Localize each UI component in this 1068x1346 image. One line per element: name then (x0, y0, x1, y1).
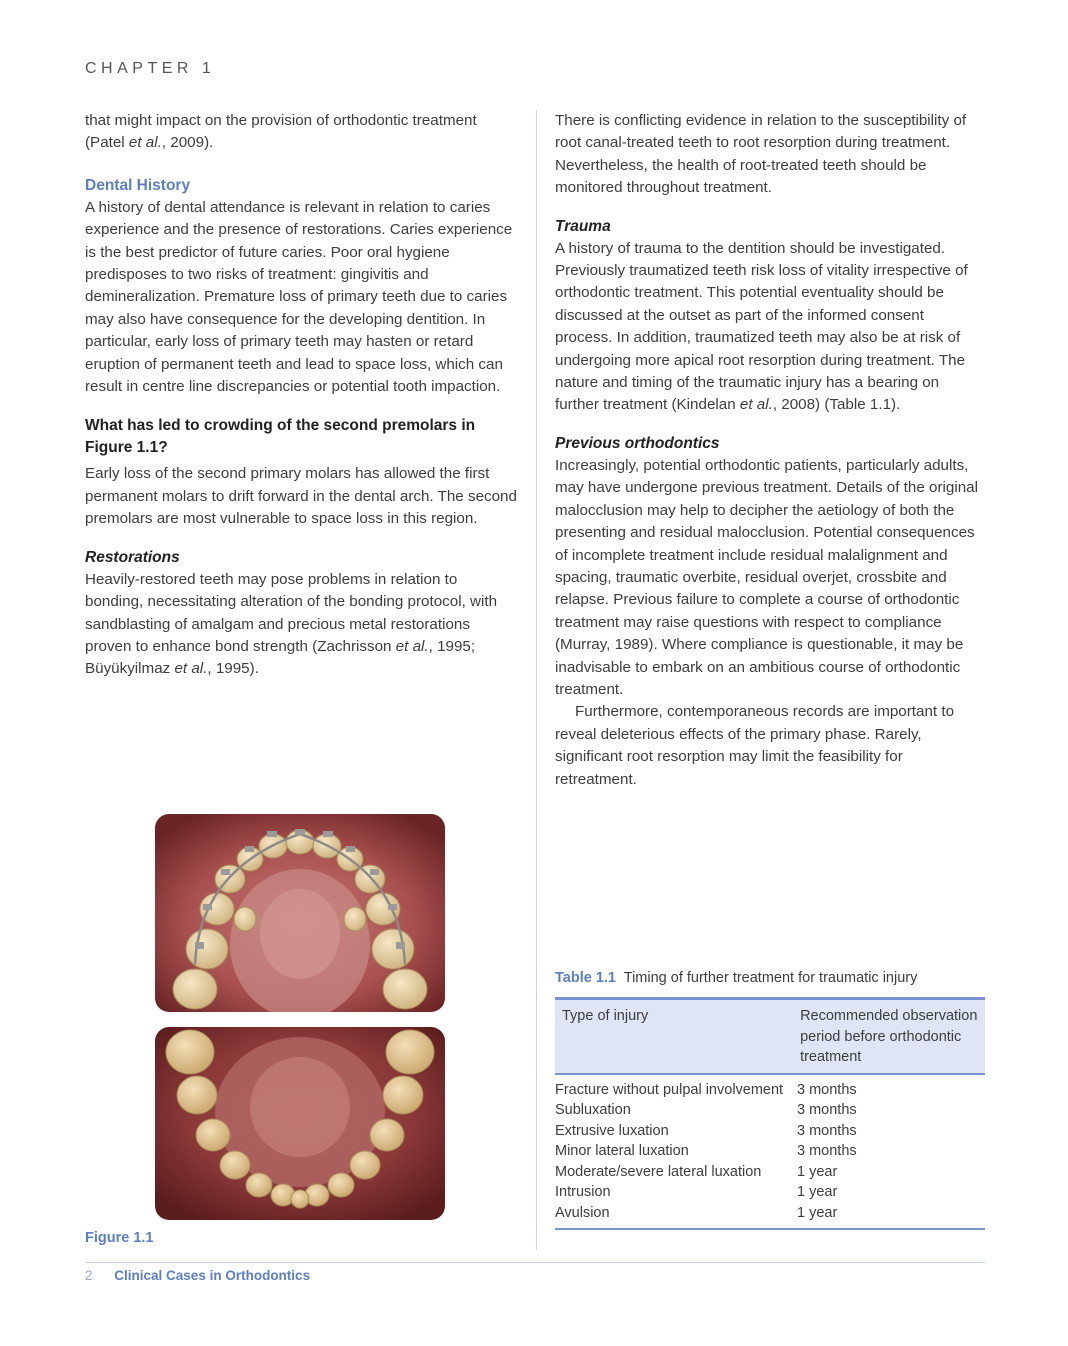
injury-table (555, 997, 985, 1230)
table-cell-period: 1 year (797, 1205, 838, 1222)
table-row (555, 1100, 985, 1121)
question-answer-paragraph: Early loss of the second primary molars has allowed the first permanent molars to drift forward in the dental arch. The second premolars are most vulnerable to space loss in this region. (85, 465, 517, 528)
column-divider (536, 110, 537, 1250)
table-caption-text: Timing of further treatment for traumatic injury (623, 970, 918, 986)
table-cell-period: 3 months (797, 1143, 857, 1160)
question-heading: What has led to crowding of the second premolars in Figure 1.1? (85, 417, 476, 457)
lower-occlusal-photo (155, 1027, 445, 1220)
table-header-row (555, 997, 985, 1075)
table-row (555, 1182, 985, 1203)
left-intro-paragraph: that might impact on the provision of orthodontic treatment (Patel et al., 2009). (85, 112, 477, 152)
restorations-heading: Restorations (85, 548, 180, 566)
right-column (555, 110, 985, 791)
table-cell-period: 1 year (797, 1163, 838, 1180)
dental-history-paragraph: A history of dental attendance is relevant in relation to caries experience and the presence of restorations. Caries experience is the best predictor of future caries. Poor oral hygiene predisposes to two risks of treatment: gingivitis and demineralization. Premature loss of primary teeth due to caries may also have consequence for the developing dentition. In particular, early loss of primary teeth may hasten or retard eruption of permanent teeth and lead to space loss, which can result in centre line discrepancies or potential tooth impaction. (85, 198, 513, 396)
table-header-period: Recommended observation period before orthodontic treatment (800, 1008, 978, 1065)
trauma-paragraph: A history of trauma to the dentition should be investigated. Previously traumatized teeth risk loss of vitality irrespective of orthodontic treatment. This potential eventuality should be discussed at the outset as part of the informed consent process. In addition, traumatized teeth may also be at risk of undergoing more apical root resorption during treatment. The nature and timing of the traumatic injury has a bearing on further treatment (Kindelan et al., 2008) (Table 1.1). (555, 239, 968, 414)
table-cell-injury: Moderate/severe lateral luxation (555, 1163, 762, 1180)
table-row (555, 1162, 985, 1183)
figure-caption: Figure 1.1 (85, 1230, 154, 1246)
table-label: Table 1.1 (555, 970, 616, 986)
table-cell-period: 1 year (797, 1184, 838, 1201)
table-header-injury: Type of injury (562, 1008, 649, 1024)
table-row (555, 1141, 985, 1162)
table-cell-injury: Fracture without pulpal involvement (555, 1081, 784, 1098)
previous-orthodontics-paragraph-2: Furthermore, contemporaneous records are important to reveal deleterious effects of the primary phase. Rarely, significant root resorption may limit the feasibility for retreatment. (555, 703, 955, 788)
table-cell-injury: Extrusive luxation (555, 1122, 669, 1139)
right-intro-paragraph: There is conflicting evidence in relation to the susceptibility of root canal-treated teeth to root resorption during treatment. Nevertheless, the health of root-treated teeth should be monitored throughout treatment. (555, 112, 967, 197)
table-cell-injury: Minor lateral luxation (555, 1143, 689, 1160)
table-row (555, 1080, 985, 1101)
table-row (555, 1121, 985, 1142)
table-body (555, 1075, 985, 1230)
upper-arch-illustration (155, 814, 445, 1012)
page-number: 2 (85, 1268, 93, 1283)
table-caption (555, 970, 917, 986)
upper-occlusal-photo (155, 814, 445, 1012)
restorations-paragraph: Heavily-restored teeth may pose problems in relation to bonding, necessitating alteration of the bonding protocol, with sandblasting of amalgam and precious metal restorations proven to enhance bond strength (Zachrisson et al., 1995; Büyükyilmaz et al., 1995). (85, 570, 498, 678)
table-cell-period: 3 months (797, 1102, 857, 1119)
previous-orthodontics-paragraph: Increasingly, potential orthodontic patients, particularly adults, may have undergone previous treatment. Details of the original malocclusion may help to decipher the aetiology of both the presenting and residual malocclusion. Potential consequences of incomplete treatment include residual malalignment and spacing, traumatic overbite, residual overjet, crossbite and relapse. Previous failure to complete a course of orthodontic treatment may raise questions with respect to compliance (Murray, 1989). Where compliance is questionable, it may be inadvisable to embark on an ambitious course of orthodontic treatment. (555, 456, 978, 698)
table-row (555, 1203, 985, 1224)
table-cell-period: 3 months (797, 1081, 857, 1098)
book-title: Clinical Cases in Orthodontics (114, 1268, 311, 1283)
trauma-heading: Trauma (555, 217, 611, 235)
dental-history-heading: Dental History (85, 176, 191, 194)
table-cell-period: 3 months (797, 1122, 857, 1139)
previous-orthodontics-heading: Previous orthodontics (555, 434, 720, 452)
table-cell-injury: Avulsion (555, 1205, 610, 1222)
lower-arch-illustration (155, 1027, 445, 1220)
chapter-heading: CHAPTER 1 (85, 60, 216, 77)
left-column (85, 110, 517, 681)
page-footer (85, 1262, 985, 1283)
table-cell-injury: Intrusion (555, 1184, 611, 1201)
table-cell-injury: Subluxation (555, 1102, 631, 1119)
